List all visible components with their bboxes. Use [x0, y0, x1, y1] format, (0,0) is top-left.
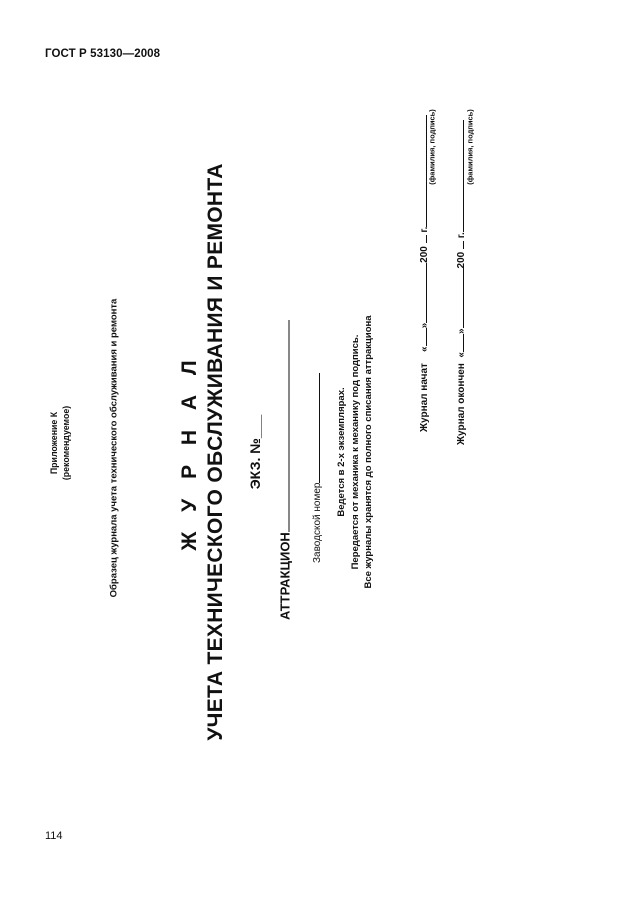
started-open-quote: « — [419, 346, 430, 352]
attraction-label: АТТРАКЦИОН — [277, 532, 293, 620]
ended-close-quote: » — [456, 328, 467, 335]
ended-year-blank — [453, 241, 464, 249]
serial-number-blank — [309, 373, 320, 483]
appendix-title: Приложение К — [49, 411, 59, 475]
journal-notes — [335, 315, 376, 588]
attraction-blank — [279, 320, 290, 532]
ended-label: Журнал окончен — [456, 363, 467, 445]
ended-year: 200 — [456, 251, 467, 269]
ended-signature-blank — [453, 120, 464, 232]
ended-month-blank — [453, 268, 464, 328]
page-number: 114 — [45, 830, 63, 842]
ended-signature-caption: (фамилия, подпись) — [465, 109, 475, 185]
journal-word: Ж У Р Н А Л — [178, 353, 201, 551]
started-year-blank — [416, 235, 427, 243]
note-line: Ведется в 2-х экземплярах. — [335, 387, 347, 517]
attraction-field — [278, 320, 293, 620]
appendix-status: (рекомендуемое) — [61, 405, 71, 481]
started-year-suffix: г. — [419, 226, 430, 233]
serial-number-field — [309, 373, 323, 563]
serial-number-label: Заводской номер — [312, 482, 323, 563]
started-label: Журнал начат — [419, 363, 430, 432]
started-month-blank — [416, 263, 427, 323]
note-line: Передается от механика к механику под подпись. — [349, 334, 361, 570]
started-signature-blank — [416, 115, 427, 227]
ended-year-suffix: г. — [456, 232, 467, 239]
ended-open-quote: « — [456, 352, 467, 358]
copy-number: ЭКЗ. №___ — [247, 414, 263, 490]
appendix-label — [48, 406, 72, 480]
started-signature-caption: (фамилия, подпись) — [427, 109, 437, 185]
note-line: Все журналы хранятся до полного списания аттракциона — [362, 315, 374, 589]
ended-day-blank — [453, 334, 464, 352]
started-year: 200 — [419, 246, 430, 263]
standard-header: ГОСТ Р 53130—2008 — [45, 48, 161, 60]
journal-main-title: УЧЕТА ТЕХНИЧЕСКОГО ОБСЛУЖИВАНИЯ И РЕМОНТА — [204, 163, 227, 741]
sample-title: Образец журнала учета технического обслуживания и ремонта — [108, 298, 120, 598]
started-close-quote: » — [419, 322, 430, 329]
started-day-blank — [416, 328, 427, 346]
